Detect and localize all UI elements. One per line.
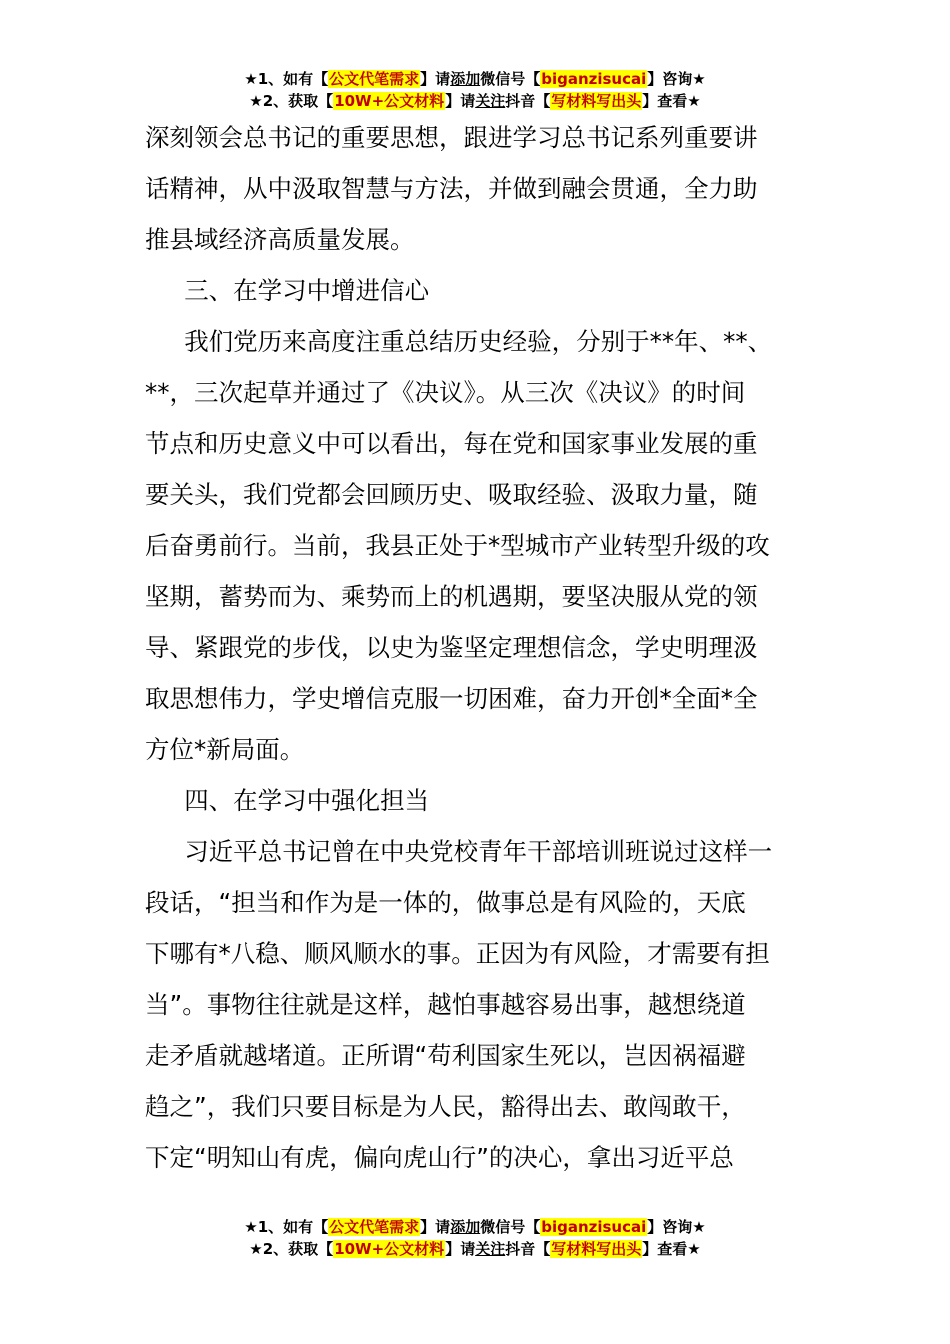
star-icon: ★ bbox=[249, 1240, 263, 1258]
highlight-service: 公文代笔需求 bbox=[329, 70, 420, 88]
body-line: 当”。事物往往就是这样，越怕事越容易出事，越想绕道 bbox=[145, 990, 746, 1019]
banner-line-1 bbox=[0, 1216, 950, 1238]
banner-text: 2、获取【 bbox=[262, 1240, 334, 1258]
banner-text: 1、如有【 bbox=[257, 70, 329, 88]
banner-text: 】请 bbox=[420, 70, 451, 88]
highlight-wechat-id: biganzisucai bbox=[541, 1218, 647, 1236]
banner-line-2 bbox=[0, 1238, 950, 1260]
highlight-service: 公文代笔需求 bbox=[329, 1218, 420, 1236]
banner-line-1 bbox=[0, 68, 950, 90]
header-banner bbox=[0, 68, 950, 112]
document-body bbox=[145, 112, 810, 1183]
star-icon: ★ bbox=[244, 70, 258, 88]
banner-text: 】请 bbox=[445, 92, 476, 110]
star-icon: ★ bbox=[249, 92, 263, 110]
banner-text: 抖音【 bbox=[505, 92, 551, 110]
highlight-materials: 10W+公文材料 bbox=[334, 1240, 445, 1258]
banner-text: 】请 bbox=[420, 1218, 451, 1236]
body-line: 节点和历史意义中可以看出，每在党和国家事业发展的重 bbox=[145, 429, 758, 458]
body-line: 趋之”，我们只要目标是为人民，豁得出去、敢闯敢干， bbox=[145, 1092, 746, 1121]
highlight-douyin: 写材料写出头 bbox=[551, 92, 642, 110]
body-line: 下哪有*八稳、顺风顺水的事。正因为有风险，才需要有担 bbox=[145, 939, 770, 968]
footer-banner bbox=[0, 1216, 950, 1260]
highlight-douyin: 写材料写出头 bbox=[551, 1240, 642, 1258]
body-line: **，三次起草并通过了《决议》。从三次《决议》的时间 bbox=[145, 378, 746, 407]
banner-line-2 bbox=[0, 90, 950, 112]
star-icon: ★ bbox=[244, 1218, 258, 1236]
body-line: 话精神，从中汲取智慧与方法，并做到融会贯通，全力助 bbox=[145, 174, 758, 203]
banner-text: 微信号【 bbox=[480, 70, 541, 88]
body-line: 推县域经济高质量发展。 bbox=[145, 225, 415, 254]
banner-text: 】咨询★ bbox=[647, 70, 706, 88]
body-line: 取思想伟力，学史增信克服一切困难，奋力开创*全面*全 bbox=[145, 684, 758, 713]
highlight-wechat-id: biganzisucai bbox=[541, 70, 647, 88]
body-line: 方位*新局面。 bbox=[145, 735, 305, 764]
body-line: 导、紧跟党的步伐，以史为鉴坚定理想信念，学史明理汲 bbox=[145, 633, 758, 662]
emphasis-add: 添加 bbox=[450, 1218, 481, 1236]
banner-text: 2、获取【 bbox=[262, 92, 334, 110]
banner-text: 抖音【 bbox=[505, 1240, 551, 1258]
body-line: 要关头，我们党都会回顾历史、吸取经验、汲取力量，随 bbox=[145, 480, 758, 509]
banner-text: 】咨询★ bbox=[647, 1218, 706, 1236]
highlight-materials: 10W+公文材料 bbox=[334, 92, 445, 110]
emphasis-add: 添加 bbox=[450, 70, 481, 88]
body-line: 深刻领会总书记的重要思想，跟进学习总书记系列重要讲 bbox=[145, 123, 758, 152]
paragraph-first-line: 习近平总书记曾在中央党校青年干部培训班说过这样一 bbox=[184, 837, 773, 866]
emphasis-follow: 关注 bbox=[475, 92, 506, 110]
body-line: 走矛盾就越堵道。正所谓“苟利国家生死以，岂因祸福避 bbox=[145, 1041, 746, 1070]
banner-text: 1、如有【 bbox=[257, 1218, 329, 1236]
body-line: 段话，“担当和作为是一体的，做事总是有风险的，天底 bbox=[145, 888, 746, 917]
banner-text: 微信号【 bbox=[480, 1218, 541, 1236]
section-heading-3: 三、在学习中增进信心 bbox=[184, 276, 430, 305]
section-heading-4: 四、在学习中强化担当 bbox=[184, 786, 430, 815]
emphasis-follow: 关注 bbox=[475, 1240, 506, 1258]
body-line: 坚期，蓄势而为、乘势而上的机遇期，要坚决服从党的领 bbox=[145, 582, 758, 611]
banner-text: 】请 bbox=[445, 1240, 476, 1258]
banner-text: 】查看★ bbox=[642, 1240, 701, 1258]
paragraph-first-line: 我们党历来高度注重总结历史经验，分别于**年、**、 bbox=[184, 327, 773, 356]
banner-text: 】查看★ bbox=[642, 92, 701, 110]
body-line: 后奋勇前行。当前，我县正处于*型城市产业转型升级的攻 bbox=[145, 531, 770, 560]
body-line: 下定“明知山有虎，偏向虎山行”的决心，拿出习近平总 bbox=[145, 1143, 734, 1172]
